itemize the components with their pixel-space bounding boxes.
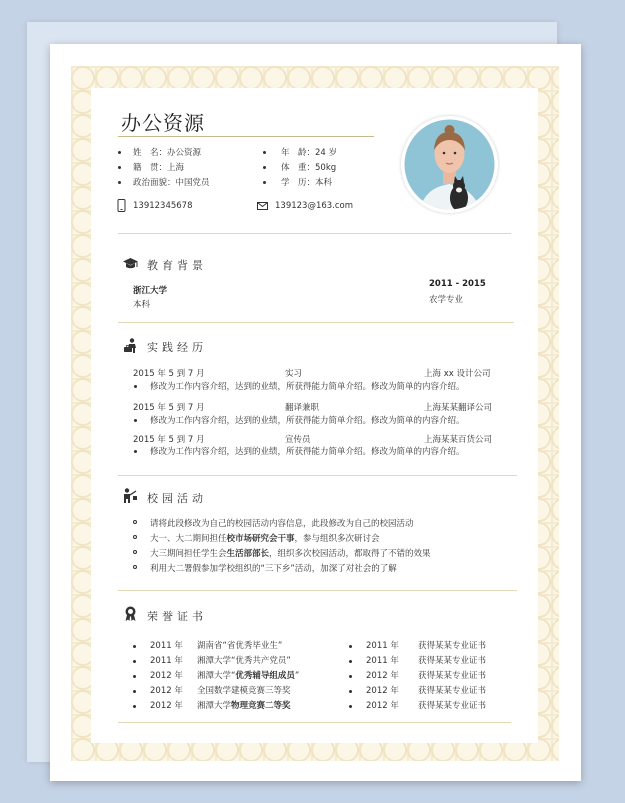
bullet xyxy=(133,645,136,648)
campus-item: 大一、大二期间担任校市场研究会干事，参与组织多次研讨会 xyxy=(150,534,380,544)
info-age: 年 龄：24 岁 xyxy=(281,148,338,158)
bullet xyxy=(133,535,137,539)
section-title-honors: 荣誉证书 xyxy=(147,610,207,623)
campus-item: 利用大二署假参加学校组织的“三下乡”活动，加深了对社会的了解 xyxy=(150,564,397,574)
honor-name: 湖南省“省优秀毕业生” xyxy=(197,641,283,651)
info-politics: 政治面貌：中国党员 xyxy=(133,178,210,188)
degree: 本科 xyxy=(133,300,151,310)
experience-date: 2015 年 5 到 7 月 xyxy=(133,403,205,413)
certificate-name: 获得某某专业证书 xyxy=(418,701,487,711)
bullet xyxy=(134,419,137,422)
experience-role: 实习 xyxy=(285,369,303,379)
profile-photo-frame xyxy=(401,116,498,213)
honor-year: 2012 年 xyxy=(150,701,183,711)
experience-date: 2015 年 5 到 7 月 xyxy=(133,435,205,445)
bullet xyxy=(349,675,352,678)
campus-item: 大三期间担任学生会生活部部长，组织多次校园活动，都取得了不错的效果 xyxy=(150,549,431,559)
major: 农学专业 xyxy=(429,295,464,305)
bullet xyxy=(133,660,136,663)
bullet xyxy=(263,151,266,154)
experience-role: 宣传员 xyxy=(285,435,311,445)
school-name: 浙江大学 xyxy=(133,286,168,296)
honor-year: 2012 年 xyxy=(150,671,183,681)
divider xyxy=(118,322,514,323)
divider xyxy=(118,475,517,476)
bullet xyxy=(263,181,266,184)
bullet xyxy=(134,385,137,388)
education-years: 2011 - 2015 xyxy=(429,279,486,289)
section-title-experience: 实践经历 xyxy=(147,341,207,354)
experience-date: 2015 年 5 到 7 月 xyxy=(133,369,205,379)
bullet xyxy=(118,181,121,184)
honor-year: 2011 年 xyxy=(150,641,183,651)
presenter-icon xyxy=(123,488,138,503)
divider xyxy=(118,722,511,723)
phone-icon xyxy=(117,199,126,212)
award-ribbon-icon xyxy=(123,606,138,621)
resume-name: 办公资源 xyxy=(121,111,205,135)
bullet xyxy=(349,690,352,693)
section-title-campus: 校园活动 xyxy=(147,492,207,505)
info-name: 姓 名：办公资源 xyxy=(133,148,202,158)
certificate-year: 2012 年 xyxy=(366,701,399,711)
honor-name: 湘潭大学“优秀共产党员” xyxy=(197,656,291,666)
experience-company: 上海某某百货公司 xyxy=(424,435,493,445)
campus-item: 请将此段修改为自己的校园活动内容信息，此段修改为自己的校园活动 xyxy=(150,519,414,529)
bullet xyxy=(134,450,137,453)
email-address: 139123@163.com xyxy=(275,201,354,211)
bullet xyxy=(133,690,136,693)
honor-name: 全国数学建模竞赛三等奖 xyxy=(197,686,291,696)
certificate-year: 2012 年 xyxy=(366,671,399,681)
bullet xyxy=(349,705,352,708)
certificate-year: 2011 年 xyxy=(366,656,399,666)
divider xyxy=(118,233,511,234)
experience-role: 翻译兼职 xyxy=(285,403,320,413)
bullet xyxy=(133,675,136,678)
honor-name: 湘潭大学物理竞赛二等奖 xyxy=(197,701,291,711)
bullet xyxy=(263,166,266,169)
profile-photo xyxy=(401,116,498,213)
certificate-name: 获得某某专业证书 xyxy=(418,686,487,696)
bullet xyxy=(133,705,136,708)
certificate-year: 2012 年 xyxy=(366,686,399,696)
bullet xyxy=(349,645,352,648)
bullet xyxy=(133,520,137,524)
briefcase-person-icon xyxy=(123,338,138,353)
certificate-year: 2011 年 xyxy=(366,641,399,651)
experience-description: 修改为工作内容介绍，达到的业绩，所获得能力简单介绍。修改为简单的内容介绍。 xyxy=(150,382,465,392)
bullet xyxy=(118,151,121,154)
certificate-name: 获得某某专业证书 xyxy=(418,656,487,666)
honor-year: 2012 年 xyxy=(150,686,183,696)
section-title-education: 教育背景 xyxy=(147,259,207,272)
divider xyxy=(118,590,517,591)
experience-company: 上海 xx 设计公司 xyxy=(424,369,491,379)
graduation-cap-icon xyxy=(123,256,138,271)
certificate-name: 获得某某专业证书 xyxy=(418,641,487,651)
experience-description: 修改为工作内容介绍，达到的业绩，所获得能力简单介绍。修改为简单的内容介绍。 xyxy=(150,416,465,426)
info-education: 学 历：本科 xyxy=(281,178,333,188)
bullet xyxy=(349,660,352,663)
experience-company: 上海某某翻译公司 xyxy=(424,403,493,413)
name-underline xyxy=(118,136,374,137)
phone-number: 13912345678 xyxy=(133,201,193,211)
info-weight: 体 重：50kg xyxy=(281,163,337,173)
bullet xyxy=(133,550,137,554)
envelope-icon xyxy=(257,202,268,210)
certificate-name: 获得某某专业证书 xyxy=(418,671,487,681)
experience-description: 修改为工作内容介绍，达到的业绩，所获得能力简单介绍。修改为简单的内容介绍。 xyxy=(150,447,465,457)
honor-year: 2011 年 xyxy=(150,656,183,666)
honor-name: 湘潭大学“优秀辅导组成员” xyxy=(197,671,300,681)
bullet xyxy=(133,565,137,569)
bullet xyxy=(118,166,121,169)
info-hometown: 籍 贯：上海 xyxy=(133,163,185,173)
